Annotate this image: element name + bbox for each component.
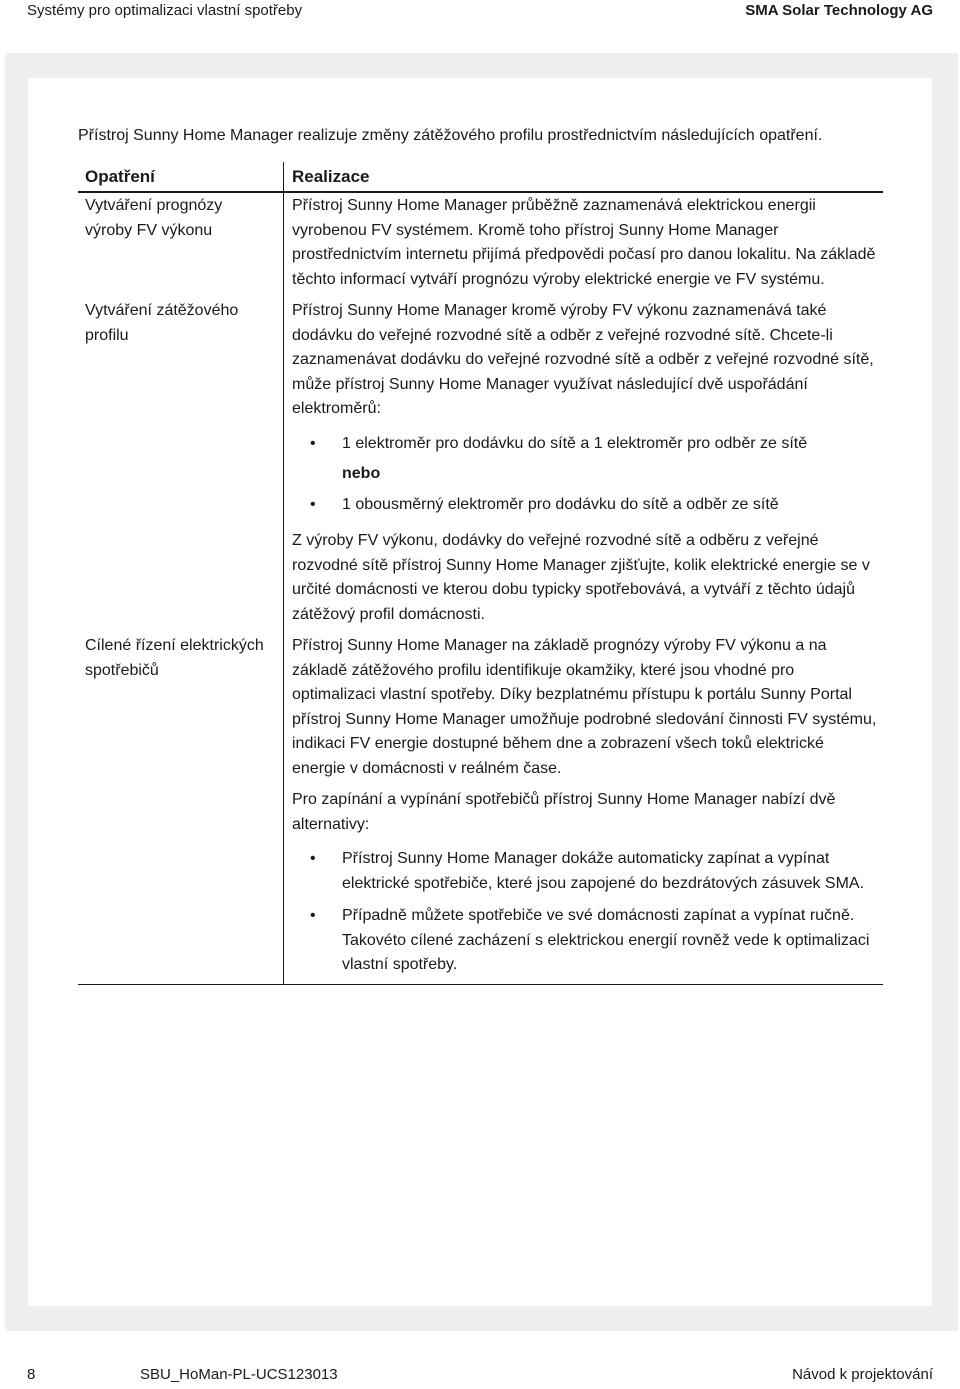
implementation-cell <box>284 299 884 634</box>
measure-cell <box>78 634 284 984</box>
measure-label-line: profilu <box>85 326 129 344</box>
list-item: • 1 obousměrný elektroměr pro dodávku do sítě a odběr ze sítě <box>292 493 877 518</box>
implementation-cell <box>284 634 884 984</box>
document-code: SBU_HoMan-PL-UCS123013 <box>140 1366 338 1383</box>
measure-cell <box>78 192 284 299</box>
column-header-measure: Opatření <box>78 162 284 192</box>
page-header <box>0 0 960 26</box>
list-item: • 1 elektroměr pro dodávku do sítě a 1 elektroměr pro odběr ze sítě <box>292 432 877 457</box>
document-title: Návod k projektování <box>792 1366 933 1383</box>
paragraph: Pro zapínání a vypínání spotřebičů přístroj Sunny Home Manager nabízí dvě alternativy: <box>292 791 836 833</box>
header-section-title: Systémy pro optimalizaci vlastní spotřeby <box>27 2 303 19</box>
measure-label-line: Cílené řízení elektrických <box>85 637 264 654</box>
or-separator: nebo <box>342 465 381 482</box>
measure-cell <box>78 299 284 634</box>
header-company: SMA Solar Technology AG <box>745 2 933 19</box>
implementation-cell <box>284 192 884 299</box>
table-row <box>78 299 883 634</box>
measure-label-line: Vytváření zátěžového <box>85 302 239 319</box>
table-row <box>78 192 883 299</box>
table-row <box>78 634 883 984</box>
measure-label-line: spotřebičů <box>85 661 159 679</box>
list-item: • Přístroj Sunny Home Manager dokáže automaticky zapínat a vypínat elektrické spotřebiče, které jsou zapojené do bezdrátových zásuvek SMA. <box>292 847 877 896</box>
list-item: • Případně můžete spotřebiče ve své domácnosti zapínat a vypínat ručně. Takovéto cílené zacházení s elektrickou energií rovněž vede k optimalizaci vlastní spotřeby. <box>292 904 877 978</box>
measures-table <box>78 162 883 985</box>
measure-label-line: výroby FV výkonu <box>85 221 213 239</box>
paragraph: Přístroj Sunny Home Manager kromě výroby FV výkonu zaznamenává také dodávku do veřejné rozvodné sítě a odběr z veřejné rozvodné sítě. Chcete-li zaznamenávat dodávku do veřejné rozvodné sítě a odběr z veřejné rozvodné sítě, může přístroj Sunny Home Manager využívat následující dvě uspořádání elektroměrů: <box>292 302 874 417</box>
table-header-row <box>78 162 883 192</box>
column-header-implementation: Realizace <box>284 162 884 192</box>
measure-label-line: Vytváření prognózy <box>85 197 223 214</box>
meter-options-list <box>292 432 877 518</box>
switching-options-list <box>292 847 877 978</box>
page-number: 8 <box>27 1366 36 1383</box>
intro-paragraph: Přístroj Sunny Home Manager realizuje změny zátěžového profilu prostřednictvím následujících opatření. <box>78 127 823 144</box>
paragraph: Přístroj Sunny Home Manager průběžně zaznamenává elektrickou energii vyrobenou FV systémem. Kromě toho přístroj Sunny Home Manager prostřednictvím internetu přijímá předpovědi počasí pro danou lokalitu. Na základě těchto informací vytváří prognózu výroby elektrické energie ve FV systému. <box>292 197 876 288</box>
paragraph: Přístroj Sunny Home Manager na základě prognózy výroby FV výkonu a na základě zátěžového profilu identifikuje okamžiky, které jsou vhodné pro optimalizaci vlastní spotřeby. Díky bezplatnému přístupu k portálu Sunny Portal přístroj Sunny Home Manager umožňuje podrobné sledování činnosti FV systému, indikaci FV energie dostupné během dne a zobrazení všech toků elektrické energie v domácnosti v reálném čase. <box>292 637 877 777</box>
paragraph: Z výroby FV výkonu, dodávky do veřejné rozvodné sítě a odběru z veřejné rozvodné sítě přístroj Sunny Home Manager zjišťujte, kolik elektrické energie se v určité domácnosti ve kterou dobu typicky spotřebovává, a vytváří z těchto údajů zátěžový profil domácnosti. <box>292 532 870 623</box>
